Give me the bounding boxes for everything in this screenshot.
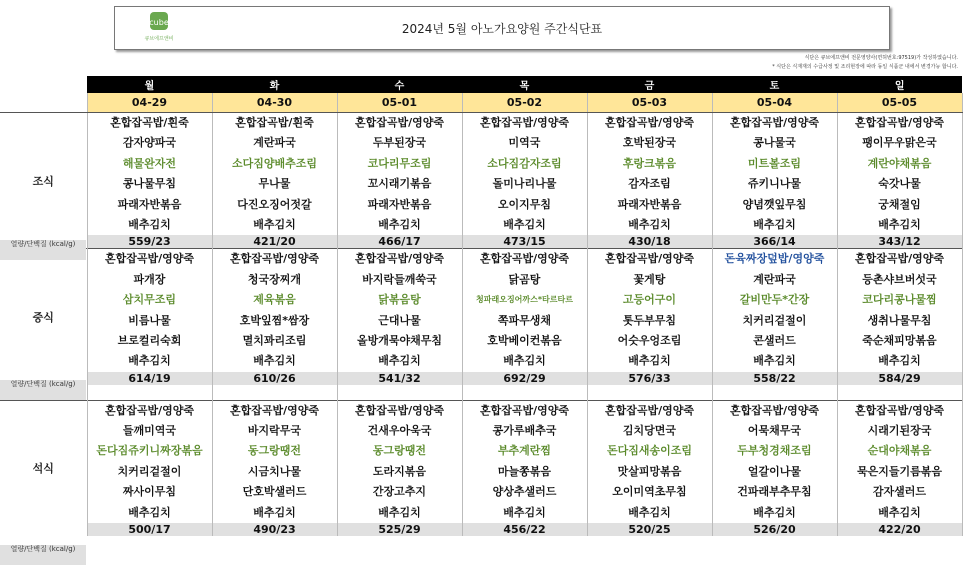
dish: 혼합잡곡밥/영양죽 — [479, 252, 570, 266]
dish: 동그랑땡전 — [247, 444, 302, 458]
menu-cell — [87, 249, 212, 372]
dish: 혼합잡곡밥/영양죽 — [479, 116, 570, 129]
menu-cell — [837, 113, 962, 236]
dish: 닭곰탕 — [508, 272, 541, 286]
dish: 혼합잡곡밥/영양죽 — [354, 116, 445, 129]
kcal-cell: 610/26 — [212, 372, 337, 385]
dish: 배추김치 — [128, 354, 171, 368]
date-cell: 05-05 — [837, 93, 962, 113]
day-header: 토 — [712, 76, 837, 93]
dish: 혼합잡곡밥/영양죽 — [604, 403, 695, 417]
dish: 양념깻잎무침 — [742, 197, 807, 211]
note-dietitian: 식단은 큐브에프앤비 전문영양사(면허번호:97519)가 작성하였습니다. — [804, 55, 958, 61]
day-header-row — [0, 76, 962, 93]
dish: 어묵채무국 — [747, 424, 802, 438]
dish: 배추김치 — [503, 217, 546, 231]
dish: 혼합잡곡밥/영양죽 — [854, 116, 945, 129]
kcal-cell: 473/15 — [462, 235, 587, 249]
menu-cell — [87, 400, 212, 523]
kcal-cell: 366/14 — [712, 235, 837, 249]
dish: 혼합잡곡밥/영양죽 — [854, 403, 945, 417]
dish: 감자양파국 — [122, 136, 177, 150]
kcal-cell: 500/17 — [87, 523, 212, 536]
dish: 혼합잡곡밥/흰죽 — [110, 116, 189, 129]
dish: 파래자반볶음 — [367, 197, 432, 211]
snack-cell — [337, 385, 462, 401]
dish: 간장고추지 — [372, 485, 427, 499]
kcal-label-breakfast: 열량/단백질 (kcal/g) — [0, 240, 86, 260]
kcal-cell: 520/25 — [587, 523, 712, 536]
menu-cell — [712, 113, 837, 236]
dish: 혼합잡곡밥/영양죽 — [604, 116, 695, 129]
date-cell: 05-04 — [712, 93, 837, 113]
dish: 배추김치 — [378, 354, 421, 368]
kcal-cell: 541/32 — [337, 372, 462, 385]
dish: 미트볼조림 — [747, 156, 802, 170]
menu-cell — [337, 113, 462, 236]
dish: 멸치꽈리조림 — [242, 333, 307, 347]
kcal-cell: 466/17 — [337, 235, 462, 249]
kcal-cell: 526/20 — [712, 523, 837, 536]
day-header: 금 — [587, 76, 712, 93]
dish: 양상추샐러드 — [492, 485, 557, 499]
date-cell: 04-29 — [87, 93, 212, 113]
date-cell: 05-02 — [462, 93, 587, 113]
menu-cell — [587, 400, 712, 523]
snack-cell — [837, 385, 962, 401]
menu-cell — [462, 249, 587, 372]
dish: 올방개묵야채무침 — [356, 333, 442, 347]
menu-cell — [212, 400, 337, 523]
dish: 혼합잡곡밥/영양죽 — [354, 403, 445, 417]
dish: 호박잎찜*쌈장 — [239, 313, 310, 327]
dish: 소다짐양배추조림 — [231, 156, 317, 170]
dish: 돈다짐쥬키니짜장볶음 — [96, 444, 203, 458]
dish: 궁채절임 — [878, 197, 921, 211]
dish: 혼합잡곡밥/영양죽 — [854, 252, 945, 266]
dish: 숙갓나물 — [878, 177, 921, 191]
dish: 청국장찌개 — [247, 272, 302, 286]
dish: 단호박샐러드 — [242, 485, 307, 499]
dish: 마늘쫑볶음 — [497, 464, 552, 478]
dish: 혼합잡곡밥/영양죽 — [229, 252, 320, 266]
meal-label-lunch: 중식 — [0, 249, 87, 385]
dish: 감자조림 — [628, 177, 671, 191]
breakfast-kcal-row — [0, 235, 962, 249]
dish: 배추김치 — [753, 505, 796, 519]
dish: 혼합잡곡밥/영양죽 — [729, 116, 820, 129]
dish: 혼합잡곡밥/흰죽 — [235, 116, 314, 129]
kcal-cell: 525/29 — [337, 523, 462, 536]
dish: 제육볶음 — [253, 293, 296, 307]
lunch-row — [0, 249, 962, 372]
dish: 해물완자전 — [122, 156, 177, 170]
kcal-cell: 559/23 — [87, 235, 212, 249]
kcal-cell: 343/12 — [837, 235, 962, 249]
dish: 건새우아욱국 — [367, 424, 432, 438]
dish: 고등어구이 — [622, 293, 677, 307]
menu-cell — [587, 113, 712, 236]
dish: 계란파국 — [753, 272, 796, 286]
dish: 파래자반볶음 — [617, 197, 682, 211]
dish: 감자샐러드 — [872, 485, 927, 499]
dish: 혼합잡곡밥/영양죽 — [354, 252, 445, 266]
dish: 배추김치 — [253, 505, 296, 519]
dish: 배추김치 — [878, 354, 921, 368]
menu-cell — [837, 249, 962, 372]
dish: 계란파국 — [253, 136, 296, 150]
snack-cell — [587, 385, 712, 401]
menu-cell — [837, 400, 962, 523]
dish: 근대나물 — [378, 313, 421, 327]
dish: 혼합잡곡밥/영양죽 — [604, 252, 695, 266]
dish: 짜사이무침 — [122, 485, 177, 499]
dish: 도라지볶음 — [372, 464, 427, 478]
dinner-row — [0, 400, 962, 523]
menu-table — [0, 76, 963, 536]
dish: 건파래부추무침 — [737, 485, 812, 499]
kcal-cell: 456/22 — [462, 523, 587, 536]
dish: 콘샐러드 — [753, 333, 796, 347]
menu-cell — [462, 400, 587, 523]
dish: 김치당면국 — [622, 424, 677, 438]
dish: 콩가루배추국 — [492, 424, 557, 438]
kcal-cell: 576/33 — [587, 372, 712, 385]
day-header: 목 — [462, 76, 587, 93]
dish: 콩나물국 — [753, 136, 796, 150]
snack-row — [0, 385, 962, 401]
meal-label-dinner: 석식 — [0, 400, 87, 536]
dish: 순대야채볶음 — [867, 444, 932, 458]
dish: 미역국 — [508, 136, 541, 150]
menu-cell — [712, 249, 837, 372]
dish: 배추김치 — [753, 217, 796, 231]
title-box — [114, 6, 890, 50]
page-title: 2024년 5월 아노가요양원 주간식단표 — [401, 22, 603, 36]
kcal-cell: 614/19 — [87, 372, 212, 385]
snack-cell — [462, 385, 587, 401]
dish: 동그랑땡전 — [372, 444, 427, 458]
dish: 비름나물 — [128, 313, 171, 327]
dish: 후랑크볶음 — [622, 156, 677, 170]
dish: 파래자반볶음 — [117, 197, 182, 211]
snack-cell — [712, 385, 837, 401]
dish: 맛살피망볶음 — [617, 464, 682, 478]
menu-cell — [587, 249, 712, 372]
dish: 치커리겉절이 — [117, 464, 182, 478]
date-cell: 05-01 — [337, 93, 462, 113]
dish: 코다리콩나물찜 — [862, 293, 937, 307]
dish: 배추김치 — [878, 217, 921, 231]
dish: 치커리겉절이 — [742, 313, 807, 327]
menu-cell — [212, 249, 337, 372]
snack-cell — [87, 385, 212, 401]
dish: 청파래오징어까스*타르타르 — [476, 295, 573, 305]
dish: 돈다짐새송이조림 — [606, 444, 692, 458]
dish: 배추김치 — [378, 217, 421, 231]
dish: 배추김치 — [628, 354, 671, 368]
date-cell: 05-03 — [587, 93, 712, 113]
dish: 혼합잡곡밥/영양죽 — [229, 403, 320, 417]
date-corner — [0, 93, 87, 113]
dish: 다진오징어젓갈 — [237, 197, 312, 211]
menu-cell — [712, 400, 837, 523]
dish: 돈육짜장덮밥/영양죽 — [724, 252, 825, 266]
menu-cell — [212, 113, 337, 236]
dish: 혼합잡곡밥/영양죽 — [479, 403, 570, 417]
day-header: 화 — [212, 76, 337, 93]
dish: 호박베이컨볶음 — [487, 333, 562, 347]
dish: 두부청경채조림 — [737, 444, 812, 458]
dish: 들깨미역국 — [122, 424, 177, 438]
kcal-cell: 430/18 — [587, 235, 712, 249]
dish: 배추김치 — [128, 217, 171, 231]
dish: 생취나물무침 — [867, 313, 932, 327]
svg-text:큐브에프앤비: 큐브에프앤비 — [144, 36, 174, 42]
dish: 부추계란찜 — [497, 444, 552, 458]
dish: 콩나물무침 — [122, 177, 177, 191]
day-header: 수 — [337, 76, 462, 93]
dish: 꽃게탕 — [633, 272, 666, 286]
dish: 어슷우엉조림 — [617, 333, 682, 347]
dish: 갈비만두*간장 — [739, 293, 810, 307]
menu-cell — [87, 113, 212, 236]
dish: 배추김치 — [503, 354, 546, 368]
lunch-kcal-row — [0, 372, 962, 385]
dish: 배추김치 — [253, 354, 296, 368]
dish: 파개장 — [133, 272, 166, 286]
dish: 죽순채피망볶음 — [862, 333, 937, 347]
dish: 등촌샤브버섯국 — [862, 272, 937, 286]
snack-cell — [212, 385, 337, 401]
dish: 혼합잡곡밥/영양죽 — [104, 403, 195, 417]
menu-cell — [337, 400, 462, 523]
dish: 쥬키니나물 — [747, 177, 802, 191]
dish: 시래기된장국 — [867, 424, 932, 438]
dish: 무나물 — [258, 177, 291, 191]
kcal-cell: 422/20 — [837, 523, 962, 536]
kcal-cell: 421/20 — [212, 235, 337, 249]
dish: 배추김치 — [253, 217, 296, 231]
dish: 바지락무국 — [247, 424, 302, 438]
breakfast-row — [0, 113, 962, 236]
dish: 톳두부무침 — [622, 313, 677, 327]
dish: 계란야채볶음 — [867, 156, 932, 170]
date-row — [0, 93, 962, 113]
dish: 닭볶음탕 — [378, 293, 421, 307]
dish: 코다리무조림 — [367, 156, 432, 170]
dish: 오이지무침 — [497, 197, 552, 211]
dish: 배추김치 — [628, 505, 671, 519]
dish: 돌미나리나물 — [492, 177, 557, 191]
svg-text:cube: cube — [149, 18, 169, 27]
dish: 혼합잡곡밥/영양죽 — [104, 252, 195, 266]
menu-cell — [462, 113, 587, 236]
dish: 브로컬리숙회 — [117, 333, 182, 347]
dish: 바지락들깨쑥국 — [362, 272, 437, 286]
dish: 삼치무조림 — [122, 293, 177, 307]
dish: 시금치나물 — [247, 464, 302, 478]
dish: 배추김치 — [378, 505, 421, 519]
dish: 묵은지들기름볶음 — [856, 464, 942, 478]
day-header: 일 — [837, 76, 962, 93]
dish: 배추김치 — [628, 217, 671, 231]
menu-cell — [337, 249, 462, 372]
meal-label-breakfast: 조식 — [0, 113, 87, 249]
dish: 혼합잡곡밥/영양죽 — [729, 403, 820, 417]
corner-cell — [0, 76, 87, 93]
day-header: 월 — [87, 76, 212, 93]
dish: 오이미역초무침 — [612, 485, 687, 499]
dish: 쪽파무생채 — [497, 313, 552, 327]
note-substitution: * 식단은 식재재의 수급사정 및 조리현장에 따라 동일 식품군 내에서 변경가능 합니다. — [772, 64, 958, 70]
kcal-cell: 584/29 — [837, 372, 962, 385]
dish: 배추김치 — [878, 505, 921, 519]
kcal-label-lunch: 열량/단백질 (kcal/g) — [0, 380, 86, 400]
dish: 얼갈이나물 — [747, 464, 802, 478]
kcal-cell: 490/23 — [212, 523, 337, 536]
date-cell: 04-30 — [212, 93, 337, 113]
dish: 소다짐감자조림 — [487, 156, 562, 170]
dish: 배추김치 — [753, 354, 796, 368]
dish: 꼬시래기볶음 — [367, 177, 432, 191]
dish: 팽이무우맑은국 — [862, 136, 937, 150]
dish: 배추김치 — [128, 505, 171, 519]
dinner-kcal-row — [0, 523, 962, 536]
dish: 호박된장국 — [622, 136, 677, 150]
dish: 두부된장국 — [372, 136, 427, 150]
kcal-label-dinner: 열량/단백질 (kcal/g) — [0, 545, 86, 565]
kcal-cell: 692/29 — [462, 372, 587, 385]
dish: 배추김치 — [503, 505, 546, 519]
kcal-cell: 558/22 — [712, 372, 837, 385]
